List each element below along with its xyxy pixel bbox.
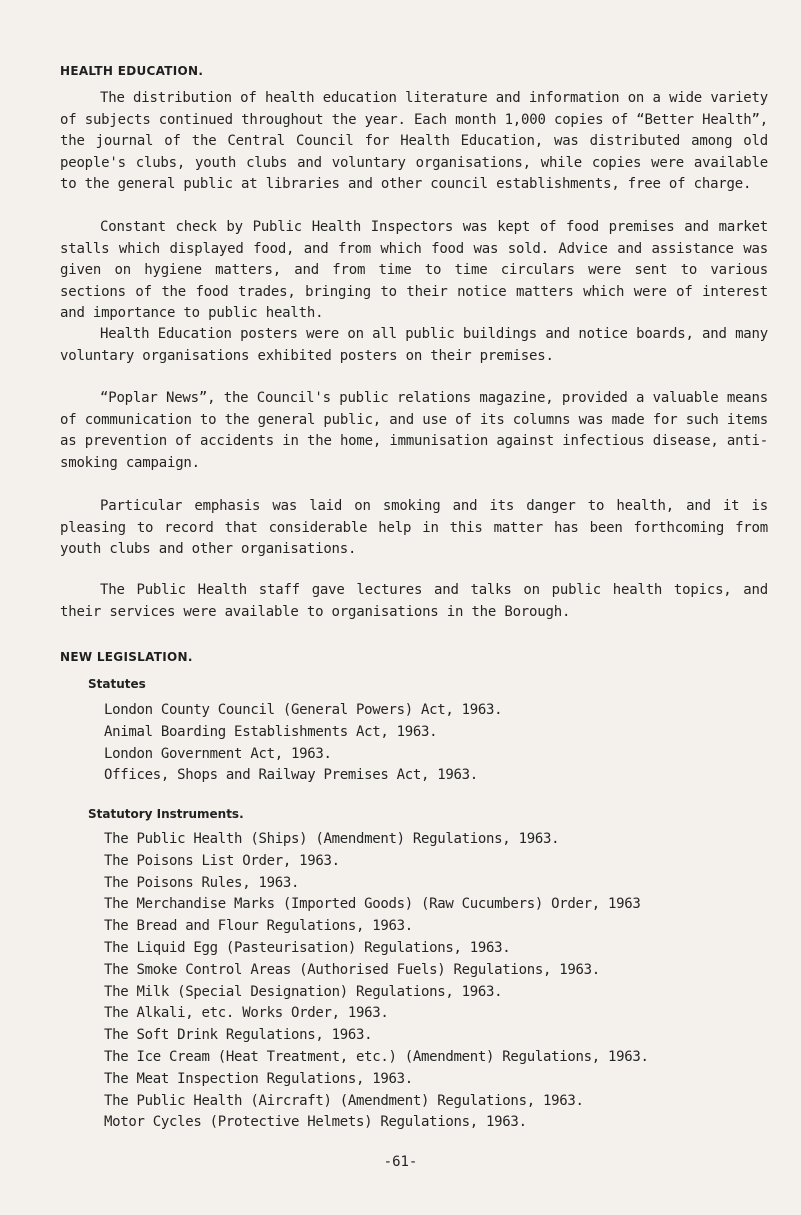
- health-education-paragraph-5: Particular emphasis was laid on smoking and its danger to health, and it is pleasing to record that considerable help in this matter has been forthcoming from youth clubs and other organisations.: [60, 498, 768, 557]
- new-legislation-heading: NEW LEGISLATION.: [60, 650, 193, 664]
- statutory-instrument-item: The Milk (Special Designation) Regulations, 1963.: [104, 983, 503, 1000]
- statutory-instrument-item: The Soft Drink Regulations, 1963.: [104, 1027, 373, 1044]
- statute-item: London Government Act, 1963.: [104, 745, 332, 762]
- statutory-instrument-item: The Smoke Control Areas (Authorised Fuels) Regulations, 1963.: [104, 961, 600, 978]
- health-education-paragraph-4: “Poplar News”, the Council's public relations magazine, provided a valuable means of communication to the general public, and use of its columns was made for such items as prevention of accidents in the home, immunisation against infectious disease, anti-smoking campaign.: [60, 390, 768, 471]
- statutory-instrument-item: The Public Health (Aircraft) (Amendment) Regulations, 1963.: [104, 1092, 584, 1109]
- health-education-heading: HEALTH EDUCATION.: [60, 64, 204, 78]
- health-education-paragraph-6: The Public Health staff gave lectures and talks on public health topics, and their services were available to organisations in the Borough.: [60, 582, 768, 620]
- statutory-instrument-item: The Bread and Flour Regulations, 1963.: [104, 918, 413, 935]
- statutory-instrument-item: The Poisons Rules, 1963.: [104, 874, 300, 891]
- statutes-list: [104, 700, 502, 787]
- statute-item: Offices, Shops and Railway Premises Act, 1963.: [104, 767, 478, 784]
- statutory-instruments-heading: Statutory Instruments.: [88, 807, 244, 821]
- statutory-instrument-item: The Ice Cream (Heat Treatment, etc.) (Amendment) Regulations, 1963.: [104, 1048, 649, 1065]
- health-education-paragraph-3: Health Education posters were on all public buildings and notice boards, and many voluntary organisations exhibited posters on their premises.: [60, 326, 768, 364]
- statutory-instrument-item: The Alkali, etc. Works Order, 1963.: [104, 1005, 389, 1022]
- statutory-instrument-item: The Liquid Egg (Pasteurisation) Regulations, 1963.: [104, 939, 511, 956]
- statutory-instrument-item: The Poisons List Order, 1963.: [104, 852, 340, 869]
- statutory-instrument-item: The Public Health (Ships) (Amendment) Regulations, 1963.: [104, 831, 560, 847]
- health-education-paragraph-1: The distribution of health education literature and information on a wide variety of subjects continued throughout the year. Each month 1,000 copies of “Better Health”, the journal of the Central Council for Health Education, was distributed among old people's clubs, youth clubs and voluntary organisations, while copies were available to the general public at libraries and other council establishments, free of charge.: [60, 90, 768, 192]
- health-education-paragraph-2: Constant check by Public Health Inspectors was kept of food premises and market stalls which displayed food, and from which food was sold. Advice and assistance was given on hygiene matters, and from time to time circulars were sent to various sections of the food trades, bringing to their notice matters which were of interest and importance to public health.: [60, 219, 768, 321]
- page-number: -61-: [383, 1154, 418, 1170]
- statute-item: London County Council (General Powers) Act, 1963.: [104, 702, 503, 718]
- statutory-instrument-item: Motor Cycles (Protective Helmets) Regulations, 1963.: [104, 1114, 527, 1131]
- statutes-heading: Statutes: [88, 677, 146, 691]
- statute-item: Animal Boarding Establishments Act, 1963.: [104, 723, 438, 740]
- statutory-instrument-item: The Merchandise Marks (Imported Goods) (Raw Cucumbers) Order, 1963: [104, 896, 641, 913]
- statutory-instruments-list: [104, 829, 649, 1134]
- statutory-instrument-item: The Meat Inspection Regulations, 1963.: [104, 1070, 413, 1087]
